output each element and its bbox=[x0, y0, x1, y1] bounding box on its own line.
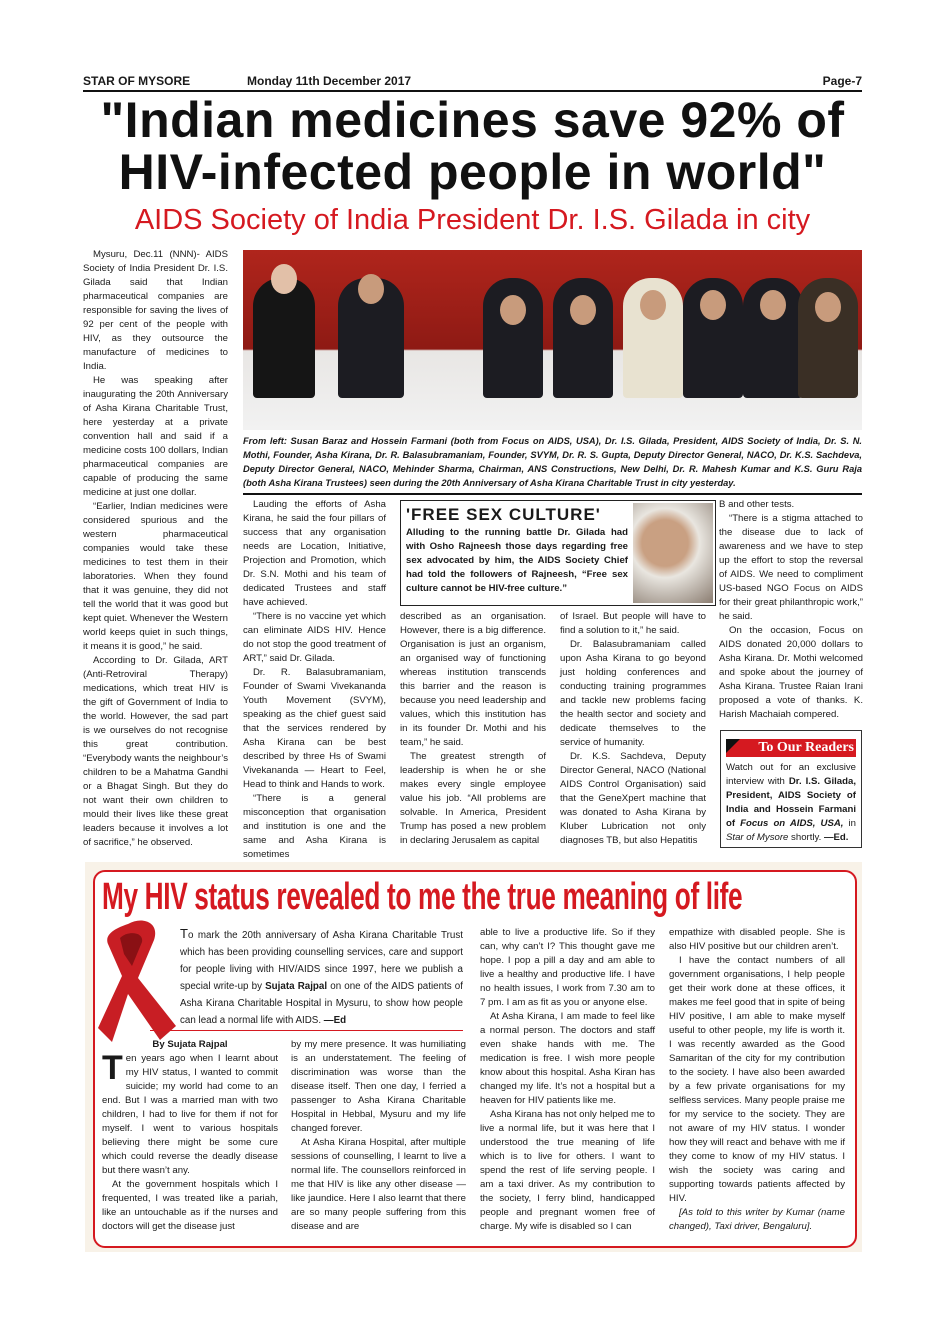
paragraph: able to live a productive life. So if they can, why can’t I? This thought gave me hope. I pop a pill a day and am able to live a healthy and productive life. I have no health issues, I work from 7.30 am to 7 pm. I am as fit as you or anyone else. bbox=[480, 927, 655, 1008]
article-column-1 bbox=[83, 248, 228, 850]
paragraph: by my mere presence. It was humiliating is an understatement. The feeling of discrimination was worse than the disease itself. Then one day, I ferried a passenger to Asha Kirana Charitable Hospital in Hebbal, Mysuru and my life changed forever. bbox=[291, 1039, 466, 1134]
article-column-5 bbox=[719, 498, 863, 722]
paragraph: Dr. Balasubramaniam called upon Asha Kirana to go beyond just holding conferences and conducting training programmes and tackle new problems facing the health sector and society and dedicate themselves to the service of humanity. bbox=[560, 639, 706, 748]
sidebar-title: 'FREE SEX CULTURE' bbox=[406, 505, 601, 524]
page-number: Page-7 bbox=[822, 74, 862, 88]
subheadline: AIDS Society of India President Dr. I.S. Gilada in city bbox=[134, 204, 811, 236]
corner-triangle-icon bbox=[726, 739, 740, 753]
paragraph: of Israel. But people will have to find a solution to it,” he said. bbox=[560, 611, 706, 636]
sidebar-text: Alluding to the running battle Dr. Gilada had with Osho Rajneesh those days regarding free sex advocated by him, the AIDS Society Chief had told the followers of Rajneesh, “Free sex culture cannot be HIV-free culture.” bbox=[406, 527, 628, 594]
paragraph: At Asha Kirana Hospital, after multiple sessions of counselling, I learnt to live a normal life. The counsellors reinforced in me that HIV is like any other disease — like jaundice. Here I also learnt that there are so many people suffering from this disease and are bbox=[291, 1137, 466, 1232]
feature-headline: My HIV status revealed to me the true meaning of life bbox=[102, 876, 743, 918]
feature-column-2 bbox=[291, 1038, 466, 1234]
paragraph: At Asha Kirana, I am made to feel like a normal person. The doctors and staff even shake hands with me. The medication is free. I wish more people know about this hospital. Asha Kiran has changed my life. It’s not a hospital but a heaven for HIV patients like me. bbox=[480, 1011, 655, 1106]
writer-credit: [As told to this writer by Kumar (name changed), Taxi driver, Bengaluru]. bbox=[669, 1207, 845, 1232]
byline: By Sujata Rajpal bbox=[152, 1039, 228, 1050]
portrait-photo bbox=[633, 503, 713, 603]
paragraph: He was speaking after inaugurating the 20th Anniversary of Asha Kirana Charitable Trust, here yesterday at a private convention hall and said if a medicine costs 100 dollars, Indian pharmaceutical companies are capable of producing the same medicine at just one dollar. bbox=[83, 375, 228, 498]
headline-line-1: "Indian medicines save 92% of bbox=[100, 92, 845, 148]
masthead bbox=[83, 74, 862, 92]
paragraph: Asha Kirana has not only helped me to live a normal life, but it was here that I understood the true meaning of life which is to live for others. I want to spend the rest of life serving people. I am a taxi driver. As my contribution to the society, I ferry blind, handicapped people and pregnant women free of charge. My wife is disabled so I can bbox=[480, 1109, 655, 1232]
feature-column-1 bbox=[102, 1038, 278, 1234]
issue-date: Monday 11th December 2017 bbox=[247, 74, 412, 88]
feature-column-4 bbox=[669, 926, 845, 1234]
event-photo bbox=[243, 250, 862, 430]
paragraph: “There is a stigma attached to the disease due to lack of awareness and we have to step up the effort to stop the reversal of AIDS. We need to compliment US-based NGO Focus on AIDS for their great philanthropic work,” he said. bbox=[719, 513, 863, 622]
paragraph: Dr. K.S. Sachdeva, Deputy Director General, NACO (National AIDS Control Organisation) said that the GeneXpert machine that was donated to Asha Kirana by Kluber Lubrication not only diagnoses TB, but also Hepatitis bbox=[560, 751, 706, 846]
paragraph: Dr. R. Balasubramaniam, Founder of Swami Vivekananda Youth Movement (SVYM), speaking as the chief guest said that the services rendered by Asha Kirana can be best described by three Hs of Swami Vivekananda — Heart to Feel, Head to think and Hands to work. bbox=[243, 667, 386, 790]
paragraph: According to Dr. Gilada, ART (Anti-Retroviral Therapy) medications, which treat HIV is the gift of Government of India to the world. However, the sad part is we ourselves do not recognise this great contribution. “Everybody wants the neighbour’s children to be a Mahatma Gandhi or a Bhagat Singh. But they do not want their own children to mould their lives like these great leaders because it involves a lot of sacrifice,” he observed. bbox=[83, 655, 228, 848]
article-column-3 bbox=[400, 610, 546, 848]
article-column-2 bbox=[243, 498, 386, 862]
red-ribbon-icon bbox=[98, 918, 182, 1042]
paragraph: empathize with disabled people. She is also HIV positive but our children aren’t. bbox=[669, 927, 845, 952]
paragraph: At the government hospitals which I frequented, I was treated like a pariah, like an untouchable as if the nurses and doctors will get the disease just bbox=[102, 1179, 278, 1232]
paper-name: STAR OF MYSORE bbox=[83, 74, 191, 88]
divider bbox=[150, 1030, 463, 1031]
photo-caption: From left: Susan Baraz and Hossein Farmani (both from Focus on AIDS, USA), Dr. I.S. Gilada, President, AIDS Society of India, Dr. S. N. Mothi, Founder, Asha Kirana, Dr. R. Balasubramaniam, Founder, SVYM, Dr. R. S. Gupta, Deputy Director General, NACO, Dr. K.S. Sachdeva, Deputy Director General, NACO, Mehinder Sharma, Chairman, ANS Constructions, New Delhi, Dr. R. Mahesh Kumar and K.S. Guru Raja (both Asha Kirana Trustees) seen during the 20th Anniversary of Asha Kirana Charitable Trust in city yesterday. bbox=[243, 434, 862, 495]
feature-intro: To mark the 20th anniversary of Asha Kirana Charitable Trust which has been providing counselling services, care and support for people living with HIV/AIDS since 1997, here we publish a special write-up by Sujata Rajpal on one of the AIDS patients of Asha Kirana Charitable Hospital in Mysuru, to show how people can lead a normal life with AIDS. —Ed bbox=[180, 926, 463, 1026]
paragraph: Ten years ago when I learnt about my HIV status, I wanted to commit suicide; my world had come to an end. But I was a married man with two children, I had to live for them if not for myself. I went to various hospitals believing there might be some cure which could reverse the deadly disease but there wasn’t any. bbox=[102, 1049, 278, 1176]
paragraph: On the occasion, Focus on AIDS donated 20,000 dollars to Asha Kirana. Dr. Mothi welcomed and spoke about the journey of Asha Kirana. Trustee Raian Irani proposed a vote of thanks. K. Harish Machaiah compered. bbox=[719, 625, 863, 720]
drop-cap: T bbox=[102, 1049, 123, 1087]
paragraph: “Earlier, Indian medicines were considered spurious and the western pharmaceutical companies would take these medicines to test them in their laboratories. When they found that it was genuine, they did not tell the world that it was good but kept quiet. Whenever the Western world keeps quiet in such things, it means it is good,” he said. bbox=[83, 501, 228, 652]
readers-title: To Our Readers bbox=[726, 739, 856, 757]
free-sex-culture-sidebar bbox=[400, 500, 716, 606]
paragraph: Lauding the efforts of Asha Kirana, he said the four pillars of success that any organisation needs are Location, Initiative, Projection and Promotion, which Dr. S.N. Mothi and his team of dedicated Trustees and staff have achieved. bbox=[243, 499, 386, 608]
paragraph: “There is no vaccine yet which can eliminate AIDS HIV. Hence do not stop the good treatment of ART,” said Dr. Gilada. bbox=[243, 611, 386, 664]
readers-text: Watch out for an exclusive interview with Dr. I.S. Gilada, President, AIDS Society of India and Hossein Farmani of Focus on AIDS, USA, in Star of Mysore shortly. —Ed. bbox=[726, 762, 857, 843]
paragraph: B and other tests. bbox=[719, 499, 795, 510]
paragraph: The greatest strength of leadership is when he or she makes every single employee value his job. “All problems are solvable. In America, President Trump has posed a new problem in declaring Jerusalem as capital bbox=[400, 751, 546, 846]
to-our-readers-box bbox=[720, 730, 862, 848]
article-column-4 bbox=[560, 610, 706, 848]
feature-column-3 bbox=[480, 926, 655, 1234]
headline-line-2: HIV-infected people in world" bbox=[118, 144, 827, 200]
paragraph: I have the contact numbers of all government organisations, I help people get their work done at these offices, it makes me feel good that in spite of being HIV positive, I am able to make myself useful to other people, my life is worth it. I was recently awarded as the Good Samaritan of the city for my contribution to the society. I have also been awarded by a few private organisations for my selfless services. Many people praise me for my service to the society. They are not aware of my HIV status. I wonder how they will react and behave with me if they come to know of my HIV status. I wish the society was caring and supporting towards patients affected by HIV. bbox=[669, 955, 845, 1204]
paragraph: “There is a general misconception that organisation and institution is one and the same and Asha Kirana is sometimes bbox=[243, 793, 386, 860]
paragraph: Mysuru, Dec.11 (NNN)- AIDS Society of India President Dr. I.S. Gilada said that Indian pharmaceutical companies are responsible for saving the lives of 92 per cent of the people with HIV, as they outsource the manufacture of medicines to India. bbox=[83, 249, 228, 372]
headline bbox=[70, 94, 875, 198]
paragraph: described as an organisation. However, there is a big difference. Organisation is just an organism, an organised way of functioning whereas institution transcends this barrier and the reason is because you need leadership and values, which this institution has in its founder Dr. Mothi and his team,” he said. bbox=[400, 611, 546, 748]
